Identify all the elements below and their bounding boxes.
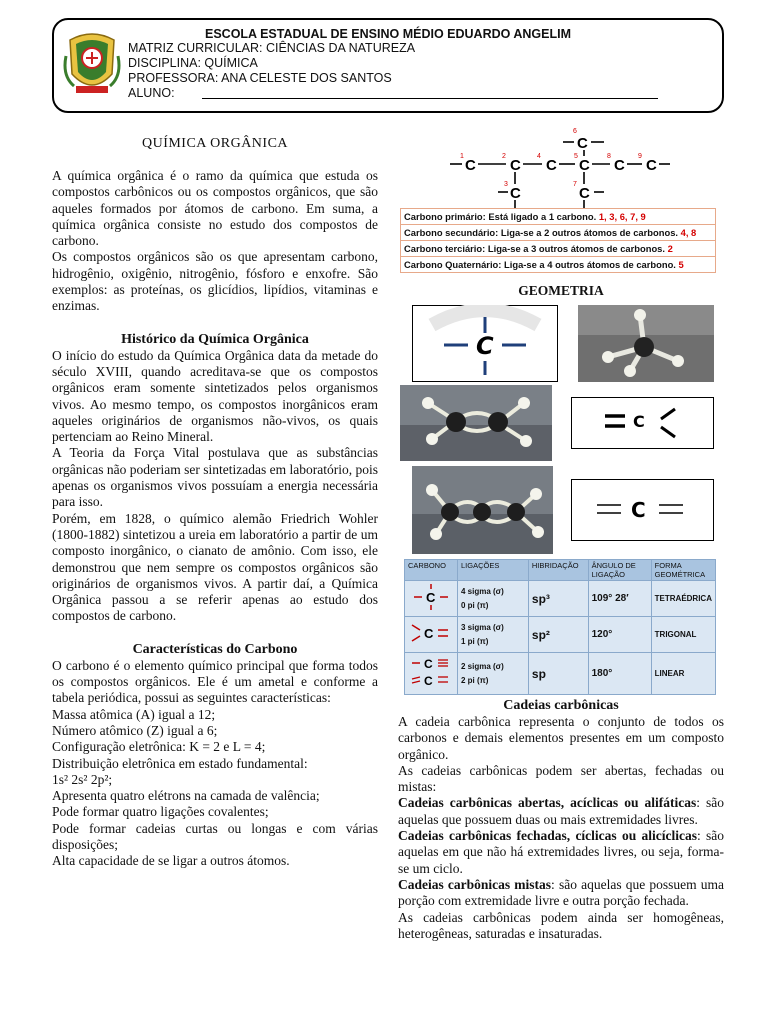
carbon-number: 7 xyxy=(573,181,577,188)
aluno-blank-line[interactable] xyxy=(202,98,658,99)
right-column xyxy=(398,697,724,942)
carbon-number: 1 xyxy=(460,153,464,160)
cadeias-abertas-label: Cadeias carbônicas abertas, acíclicas ou alifáticas xyxy=(398,795,697,811)
geometric-shape-value: TRIGONAL xyxy=(651,617,715,653)
list-item: Apresenta quatro elétrons na camada de valência; xyxy=(52,788,320,804)
classification-numbers: 2 xyxy=(667,243,673,254)
cadeias-last-paragraph: As cadeias carbônicas podem ainda ser homogêneas, heterogêneas, saturadas e insaturadas. xyxy=(398,909,724,941)
column-header: LIGAÇÕES xyxy=(458,560,529,581)
matriz-line: MATRIZ CURRICULAR: CIÊNCIAS DA NATUREZA xyxy=(128,41,416,55)
cadeias-fechadas-label: Cadeias carbônicas fechadas, cíclicas ou alicíclicas xyxy=(398,828,697,844)
table-header-row xyxy=(405,560,716,581)
classification-label: Carbono Quaternário: Liga-se a 4 outros átomos de carbono. xyxy=(404,259,676,270)
cadeias-abertas-paragraph xyxy=(398,795,724,828)
column-header: CARBONO xyxy=(405,560,458,581)
carbon-number: 5 xyxy=(574,153,578,160)
header-box xyxy=(52,18,724,113)
carbon-atom: C xyxy=(577,135,588,152)
cadeias-fechadas-text: : são aquelas em que não há extremidades livres, ou seja, forma-se um ciclo. xyxy=(398,828,724,876)
carbon-atom: C xyxy=(614,157,625,174)
tetrahedral-model-image xyxy=(578,305,714,382)
trigonal-model-image xyxy=(400,385,552,461)
cadeias-abertas-text: : são aquelas que possuem duas ou mais extremidades livres. xyxy=(398,795,724,827)
column-header: HIBRIDAÇÃO xyxy=(528,560,588,581)
sp2-bond-symbol xyxy=(408,619,454,647)
sp3-bond-symbol xyxy=(408,583,454,611)
sp-bond-symbol xyxy=(408,655,454,689)
hybridization-value: sp³ xyxy=(528,581,588,617)
bond-angle-value: 120° xyxy=(588,617,651,653)
school-name: ESCOLA ESTADUAL DE ENSINO MÉDIO EDUARDO ANGELIM xyxy=(205,27,571,41)
historico-paragraph-2: A Teoria da Força Vital postulava que as substâncias orgânicas não poderiam ser sintetizadas em laboratório, pois apenas os organismos vivos possuíam a energia necessária para isso. xyxy=(52,445,378,510)
column-header: FORMA GEOMÉTRICA xyxy=(651,560,715,581)
carbon-symbol: C xyxy=(476,332,494,360)
aluno-label: ALUNO: xyxy=(128,86,175,100)
column-header: ÂNGULO DE LIGAÇÃO xyxy=(588,560,651,581)
linear-model-image xyxy=(412,466,553,554)
pi-bonds: 0 pi (π) xyxy=(461,600,489,610)
hybridization-value: sp² xyxy=(528,617,588,653)
carbon-number: 8 xyxy=(607,153,611,160)
caracteristicas-paragraph: O carbono é o elemento químico principal que forma todos os compostos orgânicos. Ele é um ametal e conforme a tabela periódica, possui as seguintes características: xyxy=(52,657,378,706)
carbon-bond-cell xyxy=(405,617,458,653)
list-item: Pode formar quatro ligações covalentes; xyxy=(52,804,269,820)
linear-symbol-panel xyxy=(571,479,714,541)
carbon-atom: C xyxy=(465,157,476,174)
classification-numbers: 5 xyxy=(678,259,684,270)
carbon-atom: C xyxy=(579,185,590,202)
cadeias-mistas-paragraph xyxy=(398,877,724,910)
hybridization-value: sp xyxy=(528,653,588,695)
geometric-shape-value: TETRAÉDRICA xyxy=(651,581,715,617)
hybridization-table xyxy=(404,559,716,695)
carbon-atom: C xyxy=(510,157,521,174)
cadeias-mistas-text: : são aquelas que possuem uma porção com extremidade livre e outra porção fechada. xyxy=(398,876,724,909)
carbon-atom: C xyxy=(646,157,657,174)
cadeias-title: Cadeias carbônicas xyxy=(503,698,619,713)
classification-label: Carbono terciário: Liga-se a 3 outros átomos de carbonos. xyxy=(404,243,665,254)
sigma-bonds: 2 sigma (σ) xyxy=(461,661,504,671)
table-row xyxy=(405,617,716,653)
list-item: Distribuição eletrônica em estado fundamental: xyxy=(52,755,308,771)
historico-paragraph-1: O início do estudo da Química Orgânica data da metade do século XVIII, quando acreditava-se que os compostos orgânicos eram somente sintetizados pelos organismos vivos. Ao mesmo tempo, os compostos inorgânicos eram aqueles originários de organismos não-vivos, os quais pertenciam ao Reino Mineral. xyxy=(52,347,378,445)
classification-label: Carbono primário: Está ligado a 1 carbono. xyxy=(404,211,597,222)
left-column xyxy=(52,128,378,870)
sigma-bonds: 4 sigma (σ) xyxy=(461,586,504,596)
list-item: Massa atômica (A) igual a 12; xyxy=(52,706,216,722)
carbon-symbol: C xyxy=(424,626,434,641)
table-row xyxy=(401,225,716,241)
caracteristicas-title: Características do Carbono xyxy=(132,641,298,657)
geometric-shape-value: LINEAR xyxy=(651,653,715,695)
page-title: QUÍMICA ORGÂNICA xyxy=(141,136,289,151)
table-row xyxy=(401,257,716,273)
list-item: Alta capacidade de se ligar a outros átomos. xyxy=(52,853,290,869)
list-item: Número atômico (Z) igual a 6; xyxy=(52,722,218,738)
carbon-bond-cell xyxy=(405,653,458,695)
carbon-symbol: C xyxy=(424,657,433,671)
bond-angle-value: 180° xyxy=(588,653,651,695)
carbon-number: 2 xyxy=(502,153,506,160)
list-item: Pode formar cadeias curtas ou longas e com várias disposições; xyxy=(52,820,378,852)
carbon-number: 9 xyxy=(638,153,642,160)
list-item: Configuração eletrônica: K = 2 e L = 4; xyxy=(52,739,266,755)
carbon-number: 4 xyxy=(537,153,541,160)
intro-paragraph-1: A química orgânica é o ramo da química que estuda os compostos carbônicos ou os compostos orgânicos, que são aqueles formados por átomos de carbono. Em suma, a química orgânica consiste no estudo dos compostos de carbono. xyxy=(52,168,378,249)
bond-angle-value: 109° 28′ xyxy=(588,581,651,617)
cadeias-fechadas-paragraph xyxy=(398,828,724,877)
carbon-atom: C xyxy=(579,157,590,174)
sigma-bonds: 3 sigma (σ) xyxy=(461,622,504,632)
cadeias-mistas-label: Cadeias carbônicas mistas xyxy=(398,876,552,892)
historico-title: Histórico da Química Orgânica xyxy=(121,331,309,347)
historico-paragraph-3: Porém, em 1828, o químico alemão Friedrich Wohler (1800-1882) sintetizou a ureia em laboratório a partir de um composto inorgânico, o cianato de amônio. Com isso, ele demonstrou que nem sempre os compostos orgânicos são originários de organismos vivos. A partir daí, a Química Orgânica passou a se referir apenas ao estudo dos compostos de carbono. xyxy=(52,510,378,624)
carbon-classification-table xyxy=(400,208,716,273)
carbon-bond-cell xyxy=(405,581,458,617)
classification-label: Carbono secundário: Liga-se a 2 outros átomos de carbonos. xyxy=(404,227,679,238)
carbon-symbol: C xyxy=(424,674,433,688)
classification-numbers: 1, 3, 6, 7, 9 xyxy=(598,211,646,222)
table-row xyxy=(401,209,716,225)
caracteristicas-list xyxy=(52,707,378,870)
table-row xyxy=(405,581,716,617)
geometria-title: GEOMETRIA xyxy=(518,283,604,298)
tetrahedral-symbol-panel xyxy=(412,305,558,382)
carbon-atom: C xyxy=(510,185,521,202)
carbon-symbol: C xyxy=(631,498,646,522)
intro-paragraph-2: Os compostos orgânicos são os que apresentam carbono, hidrogênio, oxigênio, nitrogênio, fósforo e enxofre. São exemplos: as proteínas, os glicídios, lipídios, vitaminas e enzimas. xyxy=(52,249,378,314)
list-item: 1s² 2s² 2p²; xyxy=(52,771,113,787)
professora-line: PROFESSORA: ANA CELESTE DOS SANTOS xyxy=(128,71,392,85)
cadeias-paragraph-2: As cadeias carbônicas podem ser abertas, fechadas ou mistas: xyxy=(398,762,724,795)
carbon-number: 3 xyxy=(504,181,508,188)
carbon-symbol: C xyxy=(426,590,436,605)
carbon-symbol: C xyxy=(633,412,645,431)
cadeias-paragraph-1: A cadeia carbônica representa o conjunto de todos os carbonos e demais elementos presentes em um composto orgânico. xyxy=(398,714,724,762)
trigonal-symbol-panel xyxy=(571,397,714,449)
carbon-number: 6 xyxy=(573,128,577,135)
table-row xyxy=(401,241,716,257)
disciplina-line: DISCIPLINA: QUÍMICA xyxy=(128,56,258,70)
classification-numbers: 4, 8 xyxy=(680,227,697,238)
table-row xyxy=(405,653,716,695)
pi-bonds: 1 pi (π) xyxy=(461,636,489,646)
pi-bonds: 2 pi (π) xyxy=(461,675,489,685)
carbon-atom: C xyxy=(546,157,557,174)
